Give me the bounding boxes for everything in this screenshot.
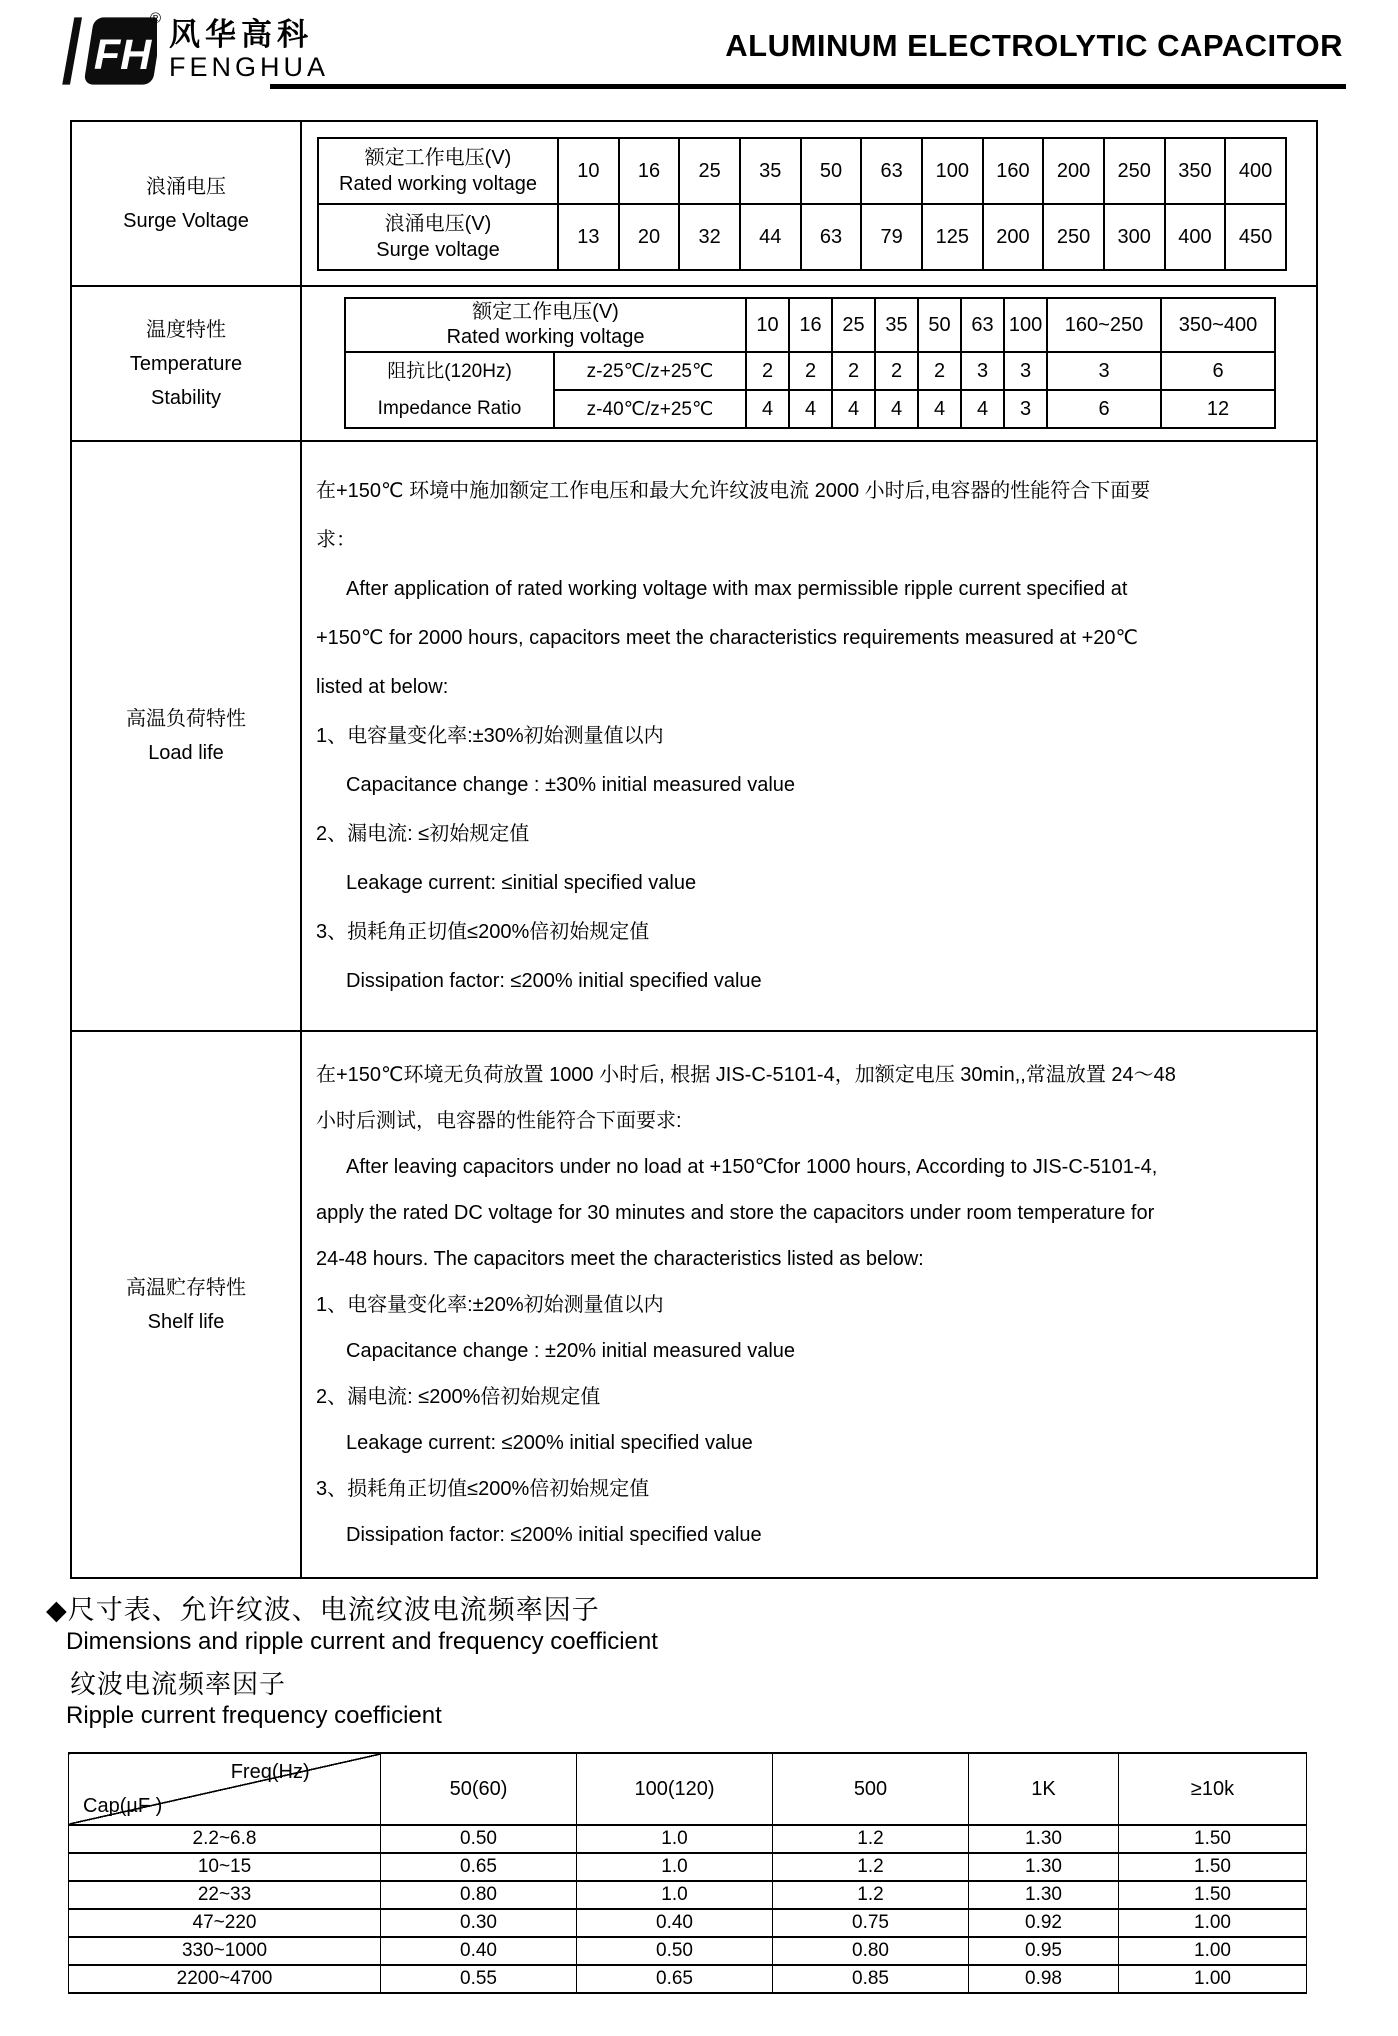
spec-table xyxy=(70,120,1318,1579)
coefficient-value-cell: 0.80 xyxy=(773,1937,969,1965)
shelf-life-text xyxy=(302,1032,1316,1577)
temp-voltage-header-cell: 35 xyxy=(875,298,918,352)
brand-name-en: FENGHUA xyxy=(169,52,330,82)
coefficient-value-cell: 0.85 xyxy=(773,1965,969,1993)
rated-voltage-value-cell: 10 xyxy=(558,138,619,204)
surge-voltage-value-cell: 63 xyxy=(801,204,862,270)
impedance-z40-value-cell: 12 xyxy=(1161,390,1275,428)
shelf-life-row-label: 高温贮存特性 Shelf life xyxy=(72,1032,302,1577)
registered-trademark-symbol: ® xyxy=(149,10,161,27)
surge-voltage-value-cell: 200 xyxy=(983,204,1044,270)
surge-voltage-value-cell: 44 xyxy=(740,204,801,270)
surge-voltage-table xyxy=(317,137,1287,271)
text-line: 1、电容量变化率:±20%初始测量值以内 xyxy=(316,1293,664,1316)
coefficient-value-cell: 0.98 xyxy=(969,1965,1119,1993)
freq-cap-diagonal-header xyxy=(69,1753,381,1825)
impedance-z40-value-cell: 3 xyxy=(1004,390,1047,428)
load-life-content xyxy=(302,442,1316,1032)
text-line: 2、漏电流: ≤200%倍初始规定值 xyxy=(316,1385,601,1408)
temp-voltage-header-cell: 160~250 xyxy=(1047,298,1161,352)
impedance-z25-value-cell: 2 xyxy=(875,352,918,390)
impedance-z25-value-cell: 3 xyxy=(1004,352,1047,390)
freq-column-header-cell: 50(60) xyxy=(381,1753,577,1825)
text-line: Leakage current: ≤200% initial specified value xyxy=(346,1431,753,1454)
freq-table-row xyxy=(69,1909,1307,1937)
coefficient-value-cell: 0.75 xyxy=(773,1909,969,1937)
impedance-z40-value-cell: 4 xyxy=(875,390,918,428)
surge-voltage-row xyxy=(318,204,1286,270)
coefficient-value-cell: 0.55 xyxy=(381,1965,577,1993)
impedance-z25-value-cell: 3 xyxy=(1047,352,1161,390)
coefficient-value-cell: 1.2 xyxy=(773,1853,969,1881)
temp-z25-row xyxy=(345,352,1275,390)
surge-voltage-value-cell: 32 xyxy=(679,204,740,270)
logo-monogram-shape xyxy=(45,12,157,90)
coefficient-value-cell: 1.50 xyxy=(1119,1881,1307,1909)
temperature-stability-content xyxy=(302,287,1316,442)
rated-voltage-value-cell: 35 xyxy=(740,138,801,204)
coefficient-value-cell: 1.50 xyxy=(1119,1825,1307,1853)
text-line: 求： xyxy=(316,528,356,551)
rated-voltage-value-cell: 50 xyxy=(801,138,862,204)
freq-column-header-cell: 1K xyxy=(969,1753,1119,1825)
svg-text:FH: FH xyxy=(93,31,152,80)
shelf-life-content xyxy=(302,1032,1316,1577)
surge-voltage-value-cell: 400 xyxy=(1165,204,1226,270)
text-line: Capacitance change : ±20% initial measured value xyxy=(346,1339,796,1362)
coefficient-value-cell: 1.00 xyxy=(1119,1909,1307,1937)
text-line: Dissipation factor: ≤200% initial specified value xyxy=(346,1523,762,1546)
section-title-en: Dimensions and ripple current and frequency coefficient xyxy=(66,1628,658,1655)
coefficient-value-cell: 0.65 xyxy=(577,1965,773,1993)
impedance-ratio-label-cell: 阻抗比(120Hz) Impedance Ratio xyxy=(345,352,554,428)
freq-column-header-cell: 500 xyxy=(773,1753,969,1825)
surge-voltage-value-cell: 20 xyxy=(619,204,680,270)
rated-voltage-label-cell: 额定工作电压(V) Rated working voltage xyxy=(318,138,558,204)
brand-text xyxy=(169,12,329,82)
coefficient-value-cell: 1.00 xyxy=(1119,1965,1307,1993)
rated-voltage-value-cell: 250 xyxy=(1104,138,1165,204)
impedance-z25-value-cell: 2 xyxy=(789,352,832,390)
impedance-z25-value-cell: 6 xyxy=(1161,352,1275,390)
rated-voltage-value-cell: 350 xyxy=(1165,138,1226,204)
impedance-z25-value-cell: 2 xyxy=(832,352,875,390)
freq-column-header-cell: 100(120) xyxy=(577,1753,773,1825)
impedance-z40-value-cell: 4 xyxy=(918,390,961,428)
text-line: Dissipation factor: ≤200% initial specified value xyxy=(346,969,762,992)
cap-range-cell: 2200~4700 xyxy=(69,1965,381,1993)
brand-logo xyxy=(45,12,329,90)
coefficient-value-cell: 0.80 xyxy=(381,1881,577,1909)
rated-voltage-value-cell: 200 xyxy=(1043,138,1104,204)
coefficient-value-cell: 1.0 xyxy=(577,1825,773,1853)
impedance-z40-value-cell: 4 xyxy=(961,390,1004,428)
rated-voltage-value-cell: 16 xyxy=(619,138,680,204)
subsection-title-cn: 纹波电流频率因子 xyxy=(70,1669,287,1699)
rated-voltage-value-cell: 25 xyxy=(679,138,740,204)
coefficient-value-cell: 0.65 xyxy=(381,1853,577,1881)
cap-range-cell: 2.2~6.8 xyxy=(69,1825,381,1853)
text-line: 在+150℃ 环境中施加额定工作电压和最大允许纹波电流 2000 小时后,电容器的性能符合下面要 xyxy=(316,479,1151,502)
cap-range-cell: 10~15 xyxy=(69,1853,381,1881)
surge-voltage-label-cell: 浪涌电压(V) Surge voltage xyxy=(318,204,558,270)
temp-voltage-header-cell: 50 xyxy=(918,298,961,352)
impedance-z40-value-cell: 6 xyxy=(1047,390,1161,428)
subsection-title-en: Ripple current frequency coefficient xyxy=(66,1702,442,1729)
coefficient-value-cell: 0.50 xyxy=(381,1825,577,1853)
surge-voltage-value-cell: 450 xyxy=(1225,204,1286,270)
text-line: 小时后测试，电容器的性能符合下面要求: xyxy=(316,1109,682,1132)
text-line: 在+150℃环境无负荷放置 1000 小时后, 根据 JIS-C-5101-4，加额定电压 30min,,常温放置 24～48 xyxy=(316,1063,1176,1086)
load-life-text xyxy=(302,442,1316,1030)
impedance-z40-value-cell: 4 xyxy=(746,390,789,428)
text-line: Leakage current: ≤initial specified value xyxy=(346,871,697,894)
temp-rated-voltage-header: 额定工作电压(V) Rated working voltage xyxy=(345,298,746,352)
cap-range-cell: 330~1000 xyxy=(69,1937,381,1965)
temp-header-row xyxy=(345,298,1275,352)
freq-table-row xyxy=(69,1825,1307,1853)
coefficient-value-cell: 0.40 xyxy=(381,1937,577,1965)
coefficient-value-cell: 1.50 xyxy=(1119,1853,1307,1881)
cap-range-cell: 22~33 xyxy=(69,1881,381,1909)
text-line: After application of rated working voltage with max permissible ripple current specified at xyxy=(346,577,1128,600)
rated-voltage-value-cell: 100 xyxy=(922,138,983,204)
coefficient-value-cell: 0.30 xyxy=(381,1909,577,1937)
coefficient-value-cell: 1.00 xyxy=(1119,1937,1307,1965)
freq-table-row xyxy=(69,1853,1307,1881)
impedance-z25-value-cell: 2 xyxy=(918,352,961,390)
text-line: 3、损耗角正切值≤200%倍初始规定值 xyxy=(316,920,650,943)
cap-axis-label: Cap(µF ) xyxy=(83,1795,163,1817)
freq-header-row xyxy=(69,1753,1307,1825)
condition-z-minus25-cell: z-25℃/z+25℃ xyxy=(554,352,746,390)
impedance-z40-value-cell: 4 xyxy=(789,390,832,428)
surge-rated-row xyxy=(318,138,1286,204)
temp-voltage-header-cell: 100 xyxy=(1004,298,1047,352)
text-line: After leaving capacitors under no load at +150℃for 1000 hours, According to JIS-C-5101-4, xyxy=(346,1155,1158,1178)
surge-voltage-value-cell: 125 xyxy=(922,204,983,270)
surge-voltage-value-cell: 13 xyxy=(558,204,619,270)
temp-voltage-header-cell: 25 xyxy=(832,298,875,352)
surge-voltage-value-cell: 250 xyxy=(1043,204,1104,270)
condition-z-minus40-cell: z-40℃/z+25℃ xyxy=(554,390,746,428)
surge-voltage-value-cell: 300 xyxy=(1104,204,1165,270)
surge-voltage-content xyxy=(302,122,1316,287)
text-line: 24-48 hours. The capacitors meet the characteristics listed as below: xyxy=(316,1247,924,1270)
rated-voltage-value-cell: 400 xyxy=(1225,138,1286,204)
rated-voltage-value-cell: 160 xyxy=(983,138,1044,204)
text-line: +150℃ for 2000 hours, capacitors meet the characteristics requirements measured at +20℃ xyxy=(316,626,1139,649)
page-title: ALUMINUM ELECTROLYTIC CAPACITOR xyxy=(725,28,1343,63)
rated-voltage-value-cell: 63 xyxy=(861,138,922,204)
temp-voltage-header-cell: 63 xyxy=(961,298,1004,352)
header-rule xyxy=(270,84,1346,89)
freq-table-row xyxy=(69,1881,1307,1909)
coefficient-value-cell: 1.30 xyxy=(969,1881,1119,1909)
impedance-z40-value-cell: 4 xyxy=(832,390,875,428)
freq-column-header-cell: ≥10k xyxy=(1119,1753,1307,1825)
freq-table-body xyxy=(69,1825,1307,1993)
text-line: 3、损耗角正切值≤200%倍初始规定值 xyxy=(316,1477,650,1500)
coefficient-value-cell: 1.0 xyxy=(577,1853,773,1881)
coefficient-value-cell: 0.95 xyxy=(969,1937,1119,1965)
temp-voltage-header-cell: 350~400 xyxy=(1161,298,1275,352)
cap-range-cell: 47~220 xyxy=(69,1909,381,1937)
coefficient-value-cell: 1.2 xyxy=(773,1825,969,1853)
section-title-cn: ◆尺寸表、允许纹波、电流纹波电流频率因子 xyxy=(46,1595,600,1625)
freq-table-row xyxy=(69,1965,1307,1993)
impedance-ratio-table xyxy=(344,297,1276,429)
impedance-z25-value-cell: 2 xyxy=(746,352,789,390)
impedance-z25-value-cell: 3 xyxy=(961,352,1004,390)
coefficient-value-cell: 1.0 xyxy=(577,1881,773,1909)
fenghua-logo-icon xyxy=(45,10,161,90)
coefficient-value-cell: 1.30 xyxy=(969,1853,1119,1881)
coefficient-value-cell: 0.92 xyxy=(969,1909,1119,1937)
ripple-frequency-coefficient-table xyxy=(68,1752,1307,1994)
text-line: 1、电容量变化率:±30%初始测量值以内 xyxy=(316,724,664,747)
temp-voltage-header-cell: 10 xyxy=(746,298,789,352)
temp-voltage-header-cell: 16 xyxy=(789,298,832,352)
diamond-bullet-icon: ◆ xyxy=(46,1595,68,1625)
surge-voltage-value-cell: 79 xyxy=(861,204,922,270)
temperature-stability-row-label: 温度特性 Temperature Stability xyxy=(72,287,302,442)
load-life-row-label: 高温负荷特性 Load life xyxy=(72,442,302,1032)
text-line: listed at below: xyxy=(316,675,449,698)
coefficient-value-cell: 1.2 xyxy=(773,1881,969,1909)
coefficient-value-cell: 0.50 xyxy=(577,1937,773,1965)
coefficient-value-cell: 0.40 xyxy=(577,1909,773,1937)
brand-name-cn: 风华高科 xyxy=(169,17,313,52)
freq-table-row xyxy=(69,1937,1307,1965)
surge-voltage-row-label: 浪涌电压 Surge Voltage xyxy=(72,122,302,287)
freq-axis-label: Freq(Hz) xyxy=(230,1761,310,1783)
text-line: Capacitance change : ±30% initial measured value xyxy=(346,773,796,796)
text-line: 2、漏电流: ≤初始规定值 xyxy=(316,822,530,845)
coefficient-value-cell: 1.30 xyxy=(969,1825,1119,1853)
text-line: apply the rated DC voltage for 30 minutes and store the capacitors under room temperature for xyxy=(316,1201,1155,1224)
